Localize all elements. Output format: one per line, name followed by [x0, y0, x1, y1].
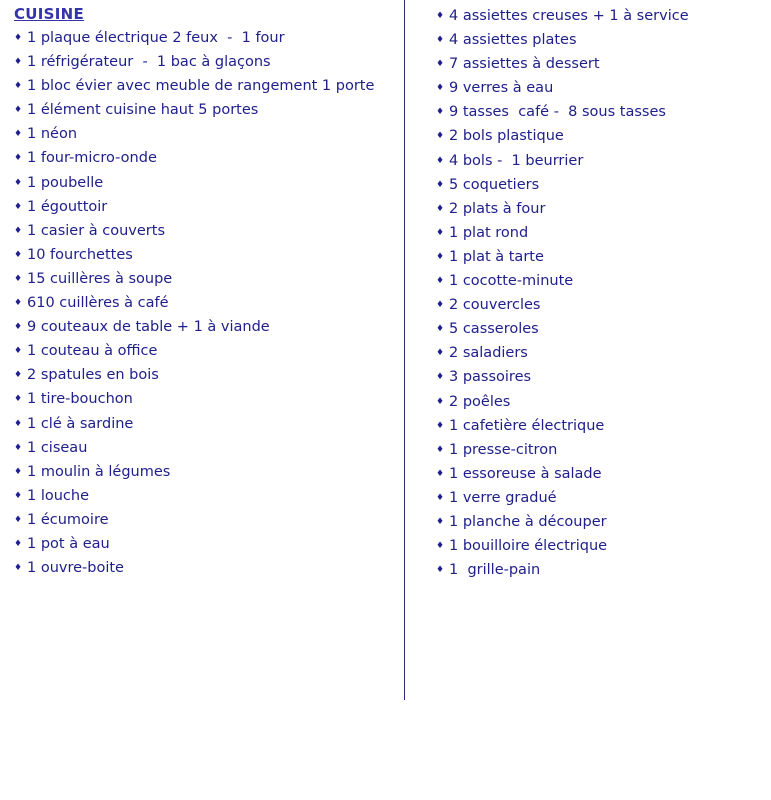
- left-column: [0, 4, 404, 580]
- list-item: ♦ 1 bouilloire électrique: [436, 534, 771, 558]
- list-item: ♦ 1 casier à couverts: [14, 219, 404, 243]
- list-item: ♦ 1 moulin à légumes: [14, 460, 404, 484]
- list-item: ♦ 5 casseroles: [436, 317, 771, 341]
- list-item: ♦ 9 tasses café - 8 sous tasses: [436, 100, 771, 124]
- list-item: ♦ 1 cafetière électrique: [436, 414, 771, 438]
- list-item: ♦ 1 élément cuisine haut 5 portes: [14, 98, 404, 122]
- list-item: ♦ 4 bols - 1 beurrier: [436, 149, 771, 173]
- list-item: ♦ 5 coquetiers: [436, 173, 771, 197]
- list-item: ♦ 1 verre gradué: [436, 486, 771, 510]
- page-title: CUISINE: [14, 5, 85, 23]
- list-item: ♦ 1 essoreuse à salade: [436, 462, 771, 486]
- list-item: ♦ 1 ciseau: [14, 436, 404, 460]
- list-item: ♦ 1 cocotte-minute: [436, 269, 771, 293]
- list-item: ♦ 1 four-micro-onde: [14, 146, 404, 170]
- list-item: ♦ 2 spatules en bois: [14, 363, 404, 387]
- list-item: ♦ 1 écumoire: [14, 508, 404, 532]
- right-inventory-list: [436, 4, 771, 582]
- list-item: ♦ 2 bols plastique: [436, 124, 771, 148]
- list-item: ♦ 1 presse-citron: [436, 438, 771, 462]
- list-item: ♦ 10 fourchettes: [14, 243, 404, 267]
- list-item: ♦ 2 couvercles: [436, 293, 771, 317]
- list-item: ♦ 1 clé à sardine: [14, 412, 404, 436]
- list-item: ♦ 1 plaque électrique 2 feux - 1 four: [14, 26, 404, 50]
- list-item: ♦ 1 grille-pain: [436, 558, 771, 582]
- list-item: ♦ 9 verres à eau: [436, 76, 771, 100]
- list-item: ♦ 1 ouvre-boite: [14, 556, 404, 580]
- list-item: ♦ 4 assiettes creuses + 1 à service: [436, 4, 771, 28]
- list-item: ♦ 1 planche à découper: [436, 510, 771, 534]
- list-item: ♦ 9 couteaux de table + 1 à viande: [14, 315, 404, 339]
- right-column: [404, 4, 771, 582]
- column-divider: [404, 0, 405, 700]
- list-item: ♦ 1 tire-bouchon: [14, 387, 404, 411]
- list-item: ♦ 1 réfrigérateur - 1 bac à glaçons: [14, 50, 404, 74]
- list-item: ♦ 1 plat rond: [436, 221, 771, 245]
- list-item: ♦ 1 louche: [14, 484, 404, 508]
- list-item: ♦ 1 couteau à office: [14, 339, 404, 363]
- list-item: ♦ 1 égouttoir: [14, 195, 404, 219]
- list-item: ♦ 15 cuillères à soupe: [14, 267, 404, 291]
- list-item: ♦ 2 saladiers: [436, 341, 771, 365]
- list-item: ♦ 1 poubelle: [14, 171, 404, 195]
- list-item: ♦ 7 assiettes à dessert: [436, 52, 771, 76]
- left-inventory-list: [14, 26, 404, 580]
- list-item: ♦ 1 pot à eau: [14, 532, 404, 556]
- list-item: ♦ 610 cuillères à café: [14, 291, 404, 315]
- list-item: ♦ 1 néon: [14, 122, 404, 146]
- list-item: ♦ 1 bloc évier avec meuble de rangement 1 porte: [14, 74, 404, 98]
- list-item: ♦ 2 poêles: [436, 390, 771, 414]
- list-item: ♦ 2 plats à four: [436, 197, 771, 221]
- list-item: ♦ 1 plat à tarte: [436, 245, 771, 269]
- list-item: ♦ 3 passoires: [436, 365, 771, 389]
- list-item: ♦ 4 assiettes plates: [436, 28, 771, 52]
